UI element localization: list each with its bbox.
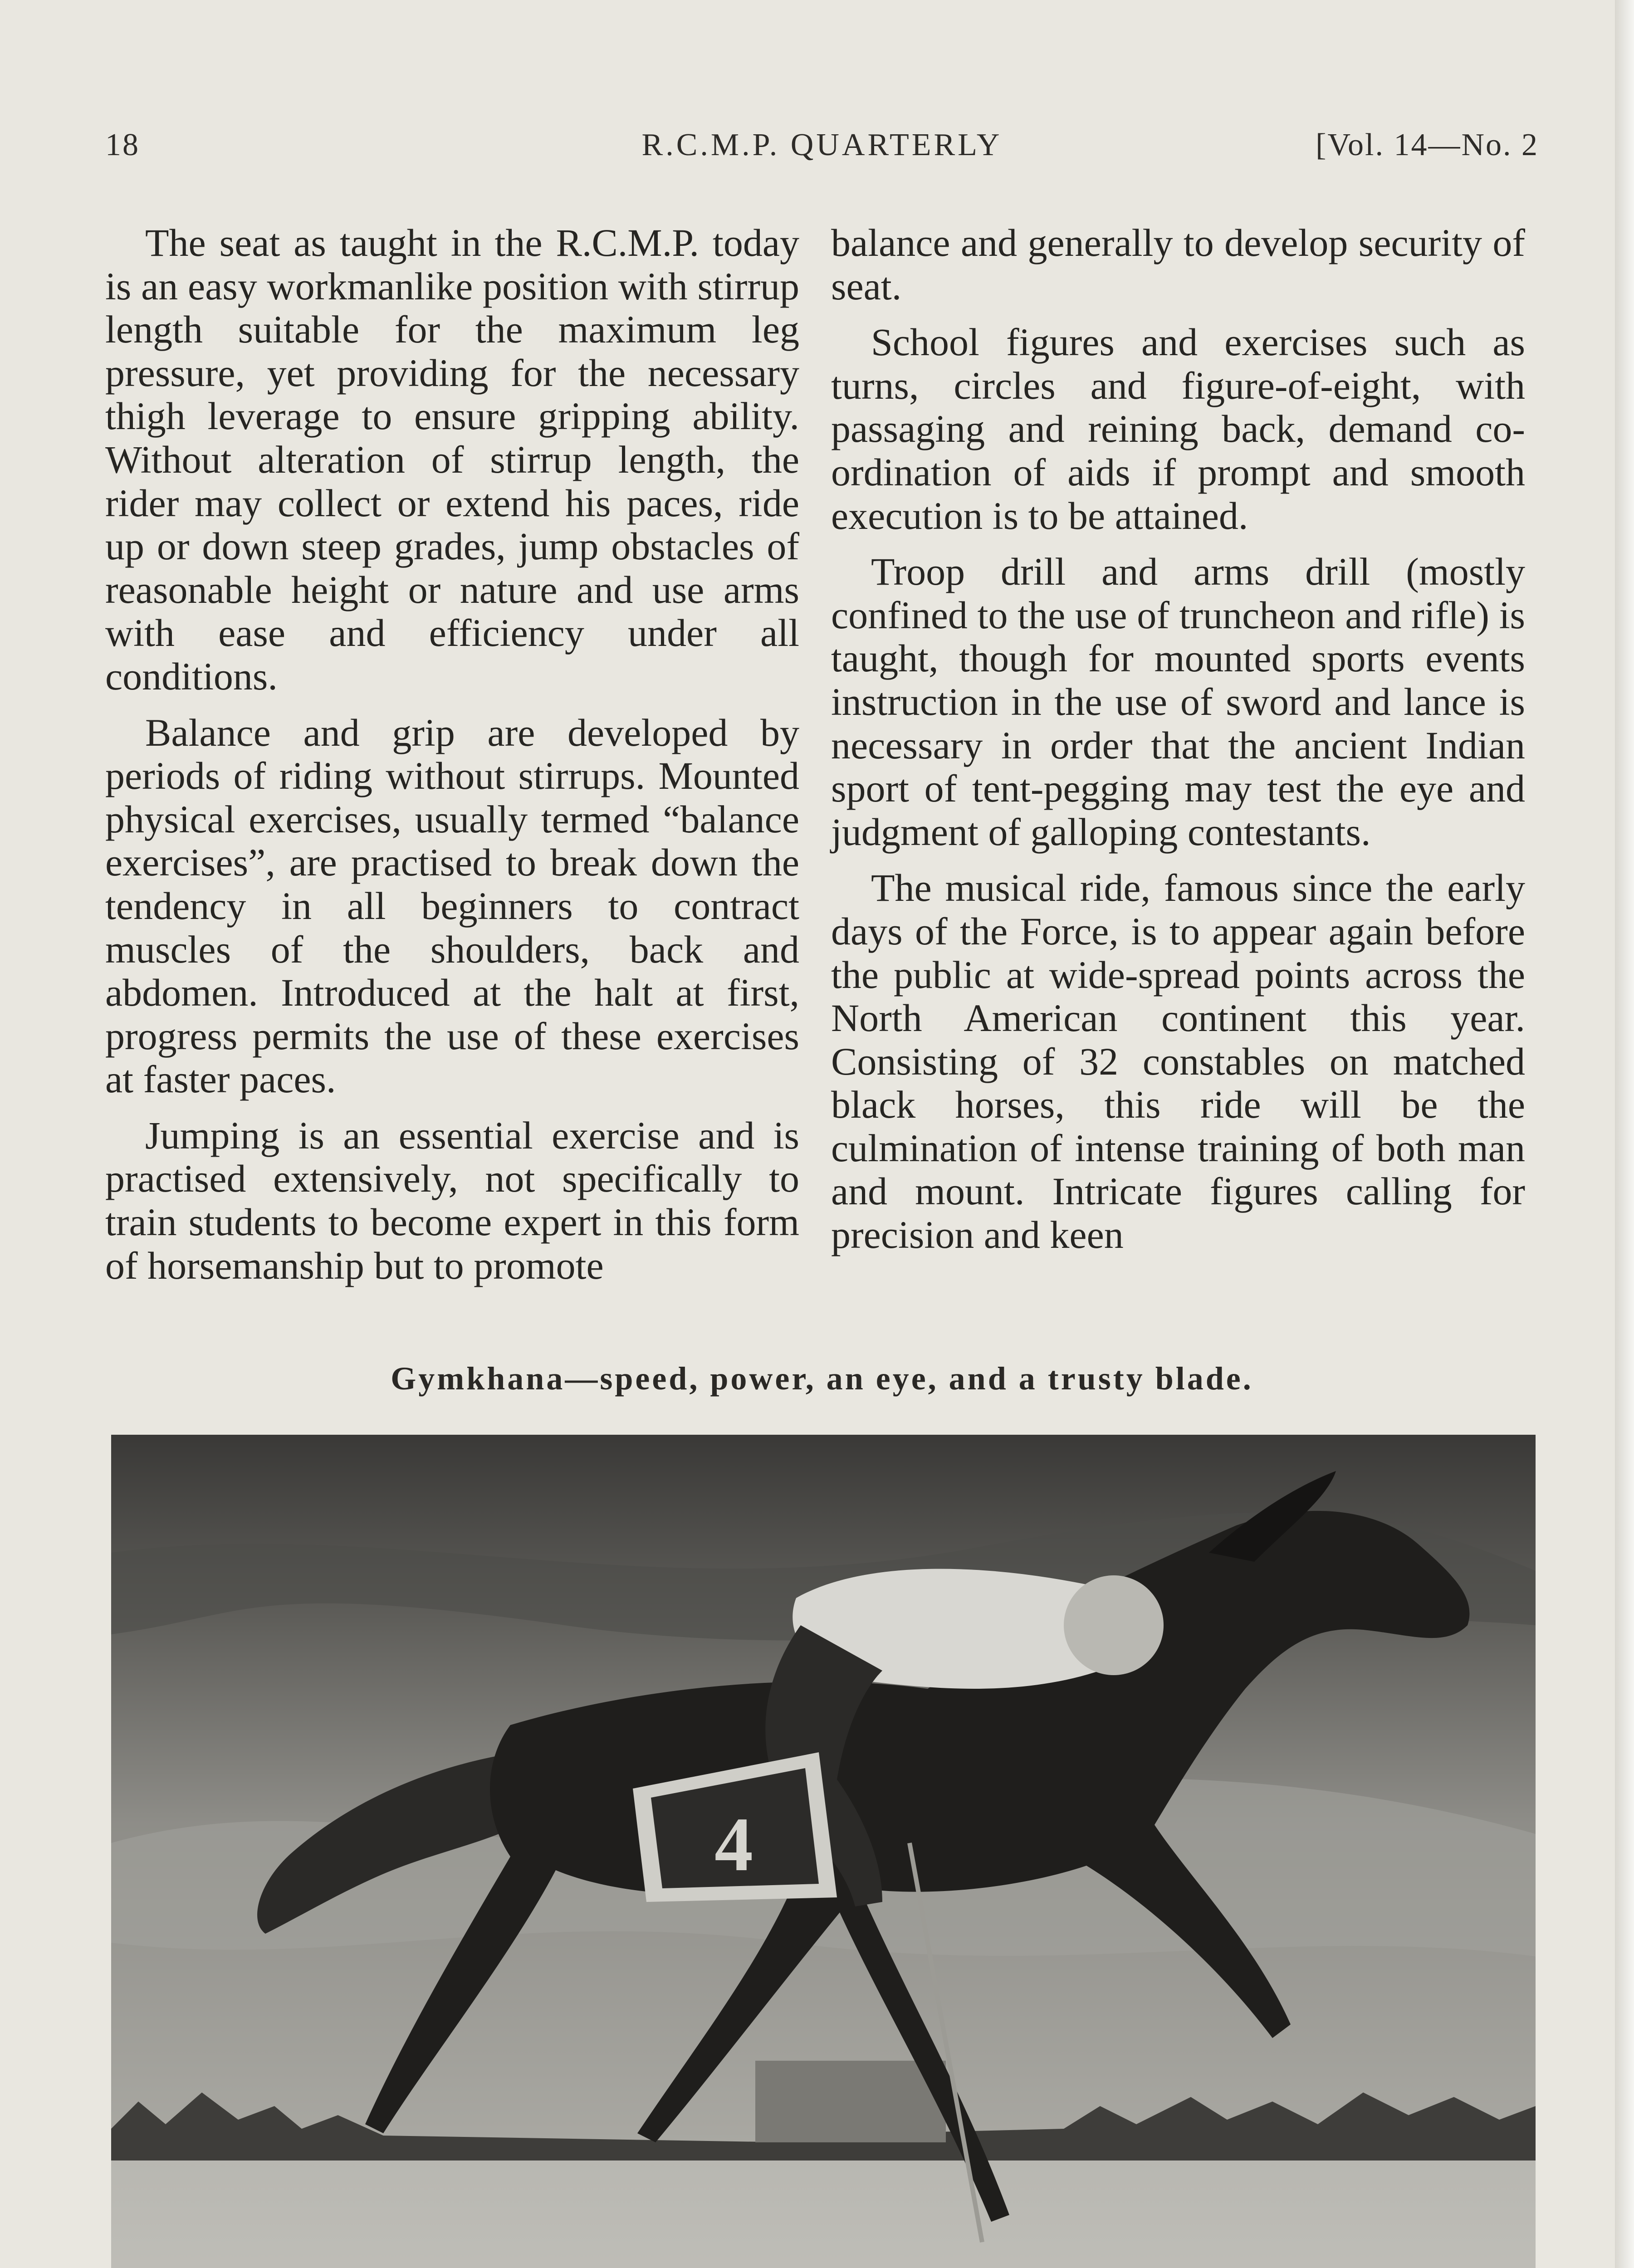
rider-head [1064, 1575, 1164, 1675]
paragraph-continued: balance and generally to develop security of seat. [831, 221, 1525, 308]
page-number: 18 [105, 127, 140, 162]
saddle-cloth-number: 4 [714, 1802, 753, 1887]
paragraph: Jumping is an essential exercise and is practised extensively, not specifically to train students to become expert in this form of horsemanship but to promote [105, 1113, 799, 1287]
ground [111, 2142, 1536, 2268]
left-column [105, 221, 799, 1300]
page-edge [1615, 0, 1634, 2268]
paragraph: School figures and exercises such as turns, circles and figure-of-eight, with passaging and reining back, demand co-ordination of aids if prompt and smooth execution is to be attained. [831, 320, 1525, 538]
page-header [105, 127, 1539, 177]
photo-galloping-horse [111, 1435, 1536, 2268]
paragraph: Troop drill and arms drill (mostly confined to the use of truncheon and rifle) is taught, though for mounted sports events instruction in the use of sword and lance is necessary in order that the ancient Indian sport of tent-pegging may test the eye and judgment of galloping contestants. [831, 550, 1525, 854]
paragraph: The musical ride, famous since the early days of the Force, is to appear again before the public at wide-spread points across the North American continent this year. Consisting of 32 constables on matched black horses, this ride will be the culmination of intense training of both man and mount. Intricate figures calling for precision and keen [831, 866, 1525, 1257]
issue-label: [Vol. 14—No. 2 [1316, 127, 1539, 162]
distant-building [755, 2061, 946, 2142]
right-column [831, 221, 1525, 1270]
paragraph: Balance and grip are developed by periods of riding without stirrups. Mounted physical exercises, usually termed “balance exercises”, are practised to break down the tendency in all beginners to contract muscles of the shoulders, back and abdomen. Introduced at the halt at first, progress permits the use of these exercises at faster paces. [105, 710, 799, 1101]
figure-caption: Gymkhana—speed, power, an eye, and a trusty blade. [391, 1360, 1253, 1397]
running-title: R.C.M.P. QUARTERLY [641, 127, 1003, 162]
paragraph: The seat as taught in the R.C.M.P. today is an easy workmanlike position with stirrup length suitable for the maximum leg pressure, yet providing for the necessary thigh leverage to ensure gripping ability. Without alteration of stirrup length, the rider may collect or extend his paces, ride up or down steep grades, jump obstacles of reasonable height or nature and use arms with ease and efficiency under all conditions. [105, 221, 799, 698]
